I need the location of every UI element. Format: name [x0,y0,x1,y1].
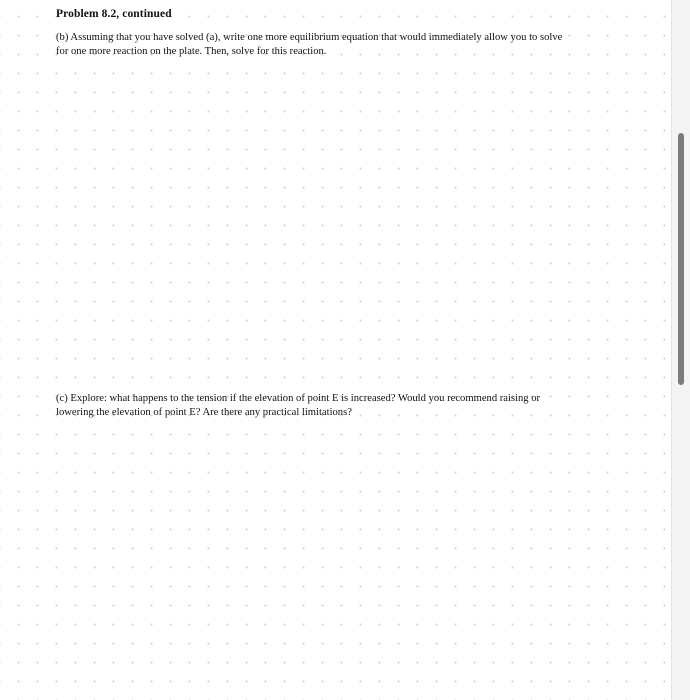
question-c-line-2: lowering the elevation of point E? Are there any practical limitations? [56,406,352,418]
page-title: Problem 8.2, continued [56,8,172,20]
vertical-scrollbar-thumb[interactable] [678,133,684,385]
question-b-line-1: (b) Assuming that you have solved (a), write one more equilibrium equation that would immediately allow you to solve [56,32,563,43]
question-b [56,31,631,58]
question-b-line-2: for one more reaction on the plate. Then, solve for this reaction. [56,45,327,57]
question-c-line-1: (c) Explore: what happens to the tension if the elevation of point E is increased? Would you recommend raising or [56,393,541,404]
question-c [56,392,631,419]
